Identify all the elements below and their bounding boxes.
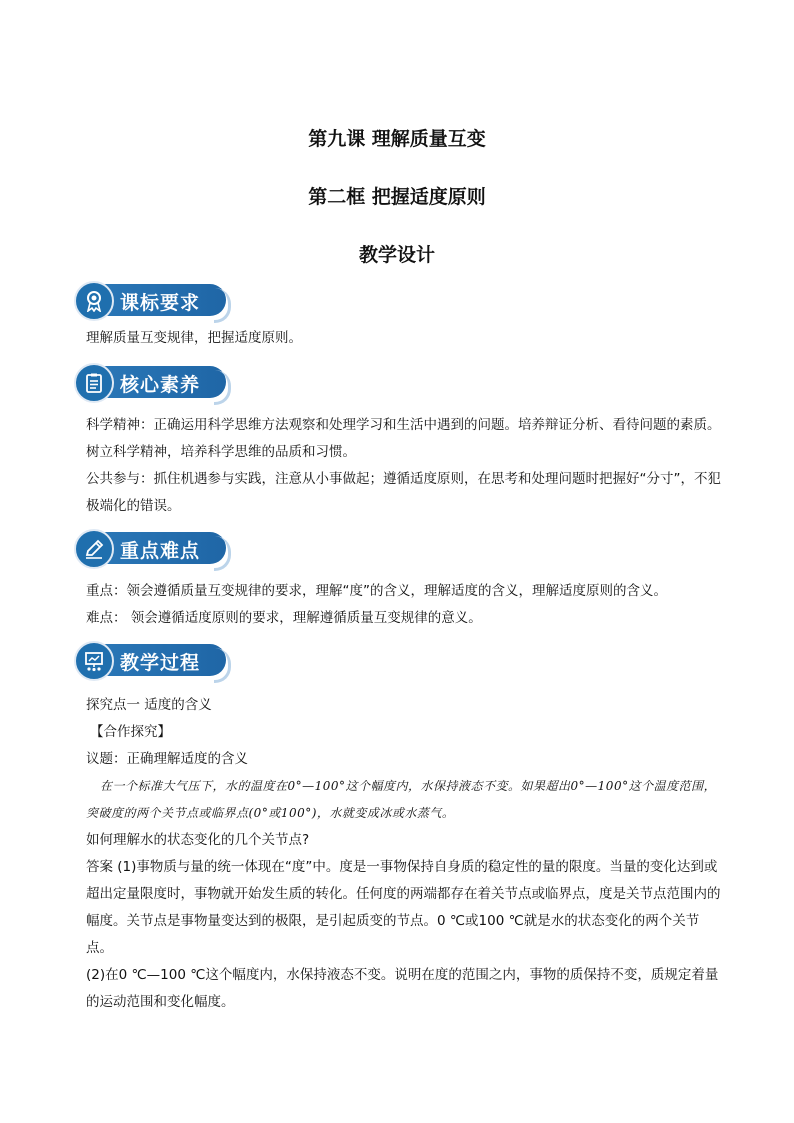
literacy-science [86,412,726,466]
lesson-title: 第九课 理解质量互变 [308,128,486,150]
section-banner-curriculum [74,280,234,322]
curriculum-text: 理解质量互变规律，把握适度原则。 [86,330,302,346]
difficult-point-text: 难点： 领会遵循适度原则的要求，理解遵循质量互变规律的意义。 [86,610,482,626]
material-text [86,773,726,827]
section-banner-process [74,640,234,682]
cooperative-inquiry-heading: 【合作探究】 [90,724,171,740]
banner-label: 课标要求 [120,292,201,314]
question-text: 如何理解水的状态变化的几个关节点? [86,832,310,848]
key-point-text: 重点：领会遵循质量互变规律的要求，理解“度”的含义，理解适度的含义，理解适度原则的含义。 [86,583,667,599]
banner-label: 教学过程 [120,652,201,674]
presentation-board-icon [74,641,114,681]
pencil-edit-icon [74,529,114,569]
doc-title: 教学设计 [358,244,435,266]
award-ribbon-icon [74,281,114,321]
clipboard-list-icon [74,363,114,403]
section-banner-key-points [74,528,234,570]
banner-label: 重点难点 [120,540,201,562]
material-body: 在一个标准大气压下，水的温度在0°—100°这个幅度内，水保持液态不变。如果超出0°—100°这个温度范围，突破度的两个关节点或临界点(0°或100°)，水就变成冰或水蒸气。 [86,779,717,820]
literacy-science-text: 科学精神：正确运用科学思维方法观察和处理学习和生活中遇到的问题。培养辩证分析、看待问题的素质。树立科学精神，培养科学思维的品质和习惯。 [86,417,721,460]
banner-label: 核心素养 [120,374,201,396]
topic-text: 议题：正确理解适度的含义 [86,751,248,767]
answer-part-2: (2)在0 ℃—100 ℃这个幅度内，水保持液态不变。说明在度的范围之内，事物的质保持不变，质规定着量的运动范围和变化幅度。 [86,967,719,1010]
explore-point-heading: 探究点一 适度的含义 [86,697,212,713]
answer-part-1: 答案 (1)事物质与量的统一体现在“度”中。度是一事物保持自身质的稳定性的量的限度。当量的变化达到或超出定量限度时，事物就开始发生质的转化。任何度的两端都存在着关节点或临界点，度是关节点范围内的幅度。关节点是事物量变达到的极限，是引起质变的节点。0 ℃或100 ℃就是水的状态变化的两个关节点。 [86,859,721,956]
section-banner-literacy [74,362,234,404]
frame-title: 第二框 把握适度原则 [308,186,486,208]
literacy-participation: 公共参与：抓住机遇参与实践，注意从小事做起；遵循适度原则，在思考和处理问题时把握好“分寸”，不犯极端化的错误。 [86,471,721,514]
